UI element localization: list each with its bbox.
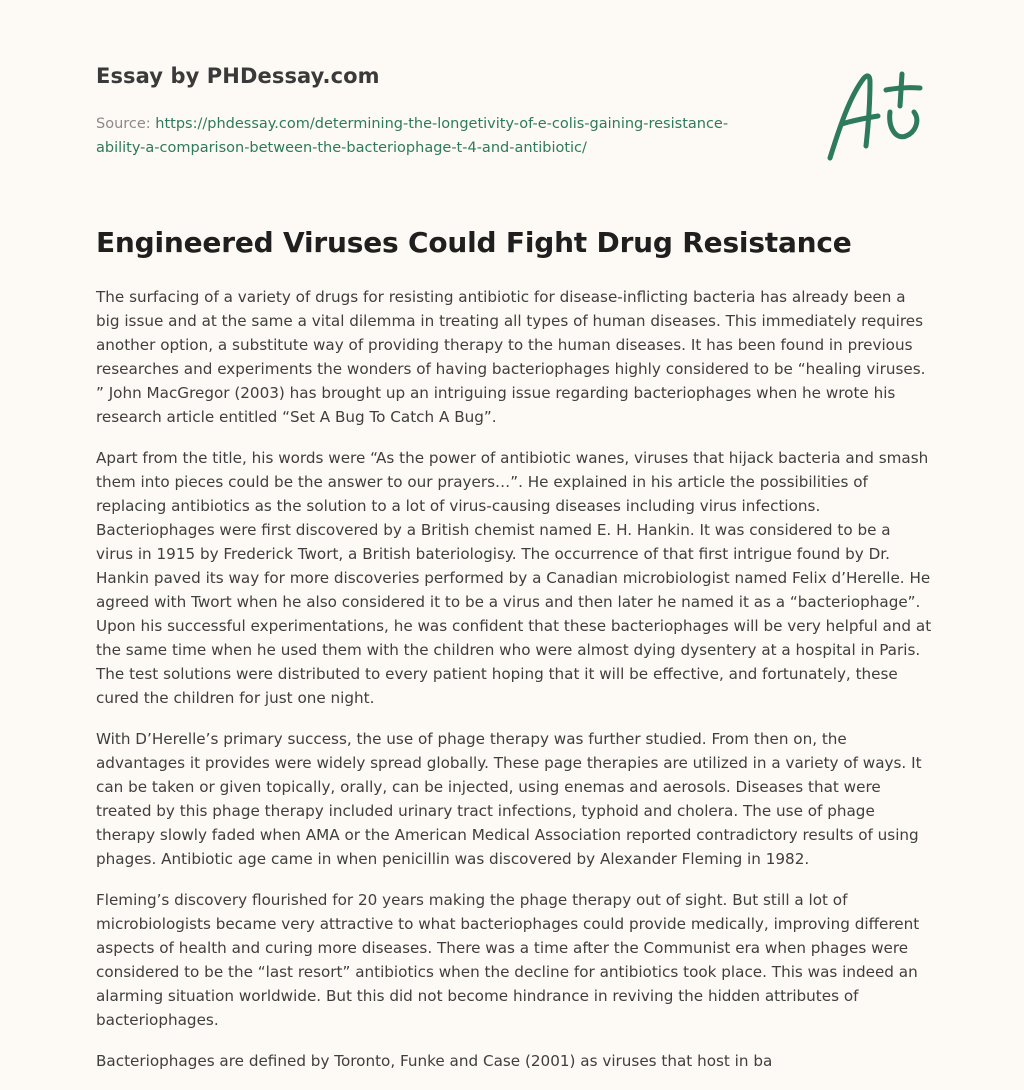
article-title: Engineered Viruses Could Fight Drug Resistance — [96, 226, 852, 259]
source-link[interactable] — [96, 116, 728, 156]
paragraph: The surfacing of a variety of drugs for resisting antibiotic for disease-inflicting bacteria has already been a big issue and at the same a vital dilemma in treating all types of human diseases. This immediately requires another option, a substitute way of providing therapy to the human diseases. It has been found in previous researches and experiments the wonders of having bacteriophages highly considered to be “healing viruses. ” John MacGregor (2003) has brought up an intriguing issue regarding bacteriophages when he wrote his research article entitled “Set A Bug To Catch A Bug”. — [96, 288, 926, 426]
paragraph: Bacteriophages are defined by Toronto, Funke and Case (2001) as viruses that host in ba — [96, 1052, 773, 1070]
site-title: Essay by PHDessay.com — [96, 64, 380, 88]
article-body — [96, 285, 932, 1090]
paragraph: Apart from the title, his words were “As the power of antibiotic wanes, viruses that hijack bacteria and smash them into pieces could be the answer to our prayers…”. He explained in his article the possibilities of replacing antibiotics as the solution to a lot of virus-causing diseases including virus infections. Bacteriophages were first discovered by a British chemist named E. H. Hankin. It was considered to be a virus in 1915 by Frederick Twort, a British bateriologisy. The occurrence of that first intrigue found by Dr. Hankin paved its way for more discoveries performed by a Canadian microbiologist named Felix d’Herelle. He agreed with Twort when he also considered it to be a virus and then later he named it as a “bacteriophage”. Upon his successful experimentations, he was confident that these bacteriophages will be very helpful and at the same time when he used them with the children who were almost dying dysentery at a hospital in Paris. The test solutions were distributed to every patient hoping that it will be effective, and fortunately, these cured the children for just one night. — [96, 449, 932, 707]
source-label: Source: — [96, 116, 156, 132]
source-line — [96, 112, 776, 160]
a-plus-grade-icon — [820, 66, 930, 166]
source-link-line1: https://phdessay.com/determining-the-longetivity-of-e-colis-gaining-resistance- — [155, 116, 729, 132]
source-link-line2: ability-a-comparison-between-the-bacteriophage-t-4-and-antibiotic/ — [96, 140, 587, 156]
paragraph: Fleming’s discovery flourished for 20 years making the phage therapy out of sight. But still a lot of microbiologists became very attractive to what bacteriophages could provide medically, improving different aspects of health and curing more diseases. There was a time after the Communist era when phages were considered to be the “last resort” antibiotics when the decline for antibiotics took place. This was indeed an alarming situation worldwide. But this did not become hindrance in reviving the hidden attributes of bacteriophages. — [96, 891, 920, 1029]
paragraph: With D’Herelle’s primary success, the use of phage therapy was further studied. From then on, the advantages it provides were widely spread globally. These page therapies are utilized in a variety of ways. It can be taken or given topically, orally, can be injected, using enemas and aerosols. Diseases that were treated by this phage therapy included urinary tract infections, typhoid and cholera. The use of phage therapy slowly faded when AMA or the American Medical Association reported contradictory results of using phages. Antibiotic age came in when penicillin was discovered by Alexander Fleming in 1982. — [96, 730, 922, 868]
